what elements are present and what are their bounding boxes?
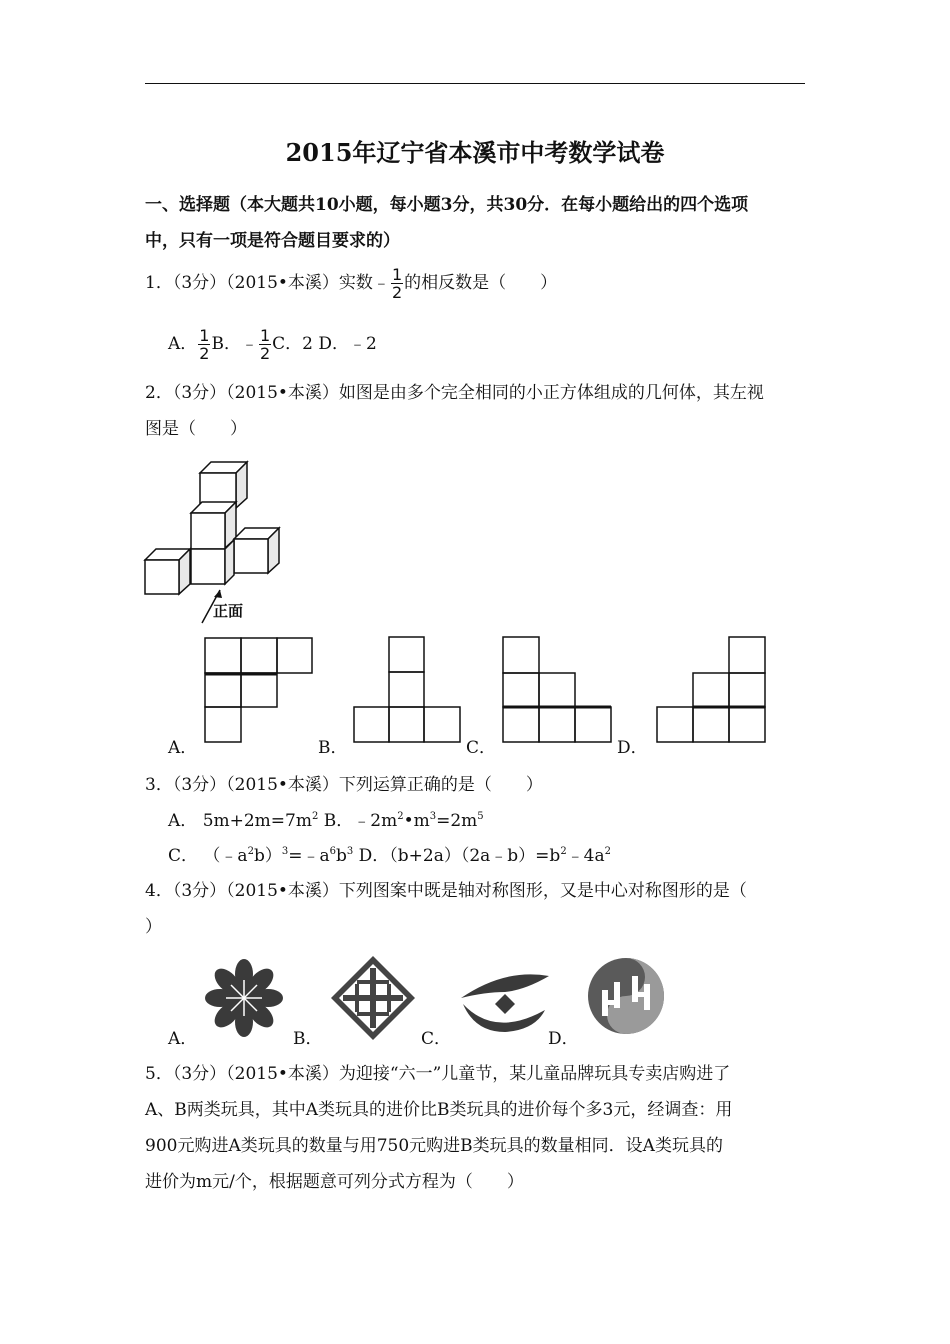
q2-label-b: B． xyxy=(318,738,348,758)
q4-pattern-d xyxy=(588,958,664,1034)
section-line-1: 一、选择题（本大题共10小题，每小题3分，共30分．在每小题给出的四个选项 xyxy=(145,195,749,215)
q4-label-d: D． xyxy=(548,1029,579,1049)
q3-options-cd: C． $(﹣a^2b)^3=﹣a^6b^3$ D．$(b+2a)(2a﹣b)=b^2﹣4a^2$ xyxy=(168,846,612,866)
q3-option-d: D．$(b+2a)(2a﹣b)=b^2﹣4a^2$ xyxy=(358,846,612,866)
q1-option-b-fraction: $\frac{1}{2}$ xyxy=(259,326,271,363)
q3-option-a: 5m+2m=7m xyxy=(202,811,312,831)
q4-line-2: ） xyxy=(145,917,162,937)
q2-line-1: 2．（3分）（2015•本溪）如图是由多个完全相同的小正方体组成的几何体，其左视 xyxy=(145,383,764,403)
q4-pattern-c xyxy=(461,974,549,1032)
q1-prefix: 1．（3分）（2015•本溪）实数﹣ xyxy=(145,273,390,293)
q4-pattern-b xyxy=(331,956,415,1040)
q4-pattern-a xyxy=(205,959,283,1037)
q5-line-2: A、B两类玩具，其中A类玩具的进价比B类玩具的进价每个多3元，经调查：用 xyxy=(145,1100,733,1120)
q5-line-1: 5．（3分）（2015•本溪）为迎接“六一”儿童节，某儿童品牌玩具专卖店购进了 xyxy=(145,1064,731,1084)
q2-line-2: 图是（ ） xyxy=(145,419,247,439)
q5-line-4: 进价为m元/个，根据题意可列分式方程为（ ） xyxy=(145,1172,524,1192)
q1-option-b: B．﹣ xyxy=(211,334,258,354)
q5-line-3: 900元购进A类玩具的数量与用750元购进B类玩具的数量相同．设A类玩具的 xyxy=(145,1136,723,1156)
q3-option-b: B．$﹣2m^2•m^3=2m^5$ xyxy=(323,811,484,831)
q4-line-1: 4．（3分）（2015•本溪）下列图案中既是轴对称图形，又是中心对称图形的是（ xyxy=(145,881,747,901)
q1-fraction: $\frac{1}{2}$ xyxy=(391,265,403,302)
front-label: 正面 xyxy=(213,602,244,620)
q2-label-d: D． xyxy=(617,738,648,758)
q2-label-a: A． xyxy=(168,738,198,758)
q4-label-c: C． xyxy=(421,1029,452,1049)
question-3: 3．（3分）（2015•本溪）下列运算正确的是（ ） xyxy=(145,775,543,795)
page-title: 2015年辽宁省本溪市中考数学试卷 xyxy=(285,138,665,167)
q4-label-b: B． xyxy=(293,1029,323,1049)
q1-option-a: A． xyxy=(168,334,198,354)
q2-label-c: C． xyxy=(466,738,497,758)
q1-option-d: D．﹣2 xyxy=(318,334,377,354)
section-line-2: 中，只有一项是符合题目要求的） xyxy=(145,231,400,251)
q1-option-a-fraction: $\frac{1}{2}$ xyxy=(199,326,210,363)
q3-option-c: $(﹣a^2b)^3=﹣a^6b^3$ xyxy=(203,846,354,866)
q3-options-ab: A． $5m+2m=7m^2$ B．$﹣2m^2•m^3=2m^5$ xyxy=(168,811,484,831)
q1-suffix: 的相反数是（ ） xyxy=(404,273,558,293)
question-5 xyxy=(145,1056,810,1200)
q4-label-a: A． xyxy=(168,1029,198,1049)
q1-option-c: C．2 xyxy=(272,334,313,354)
